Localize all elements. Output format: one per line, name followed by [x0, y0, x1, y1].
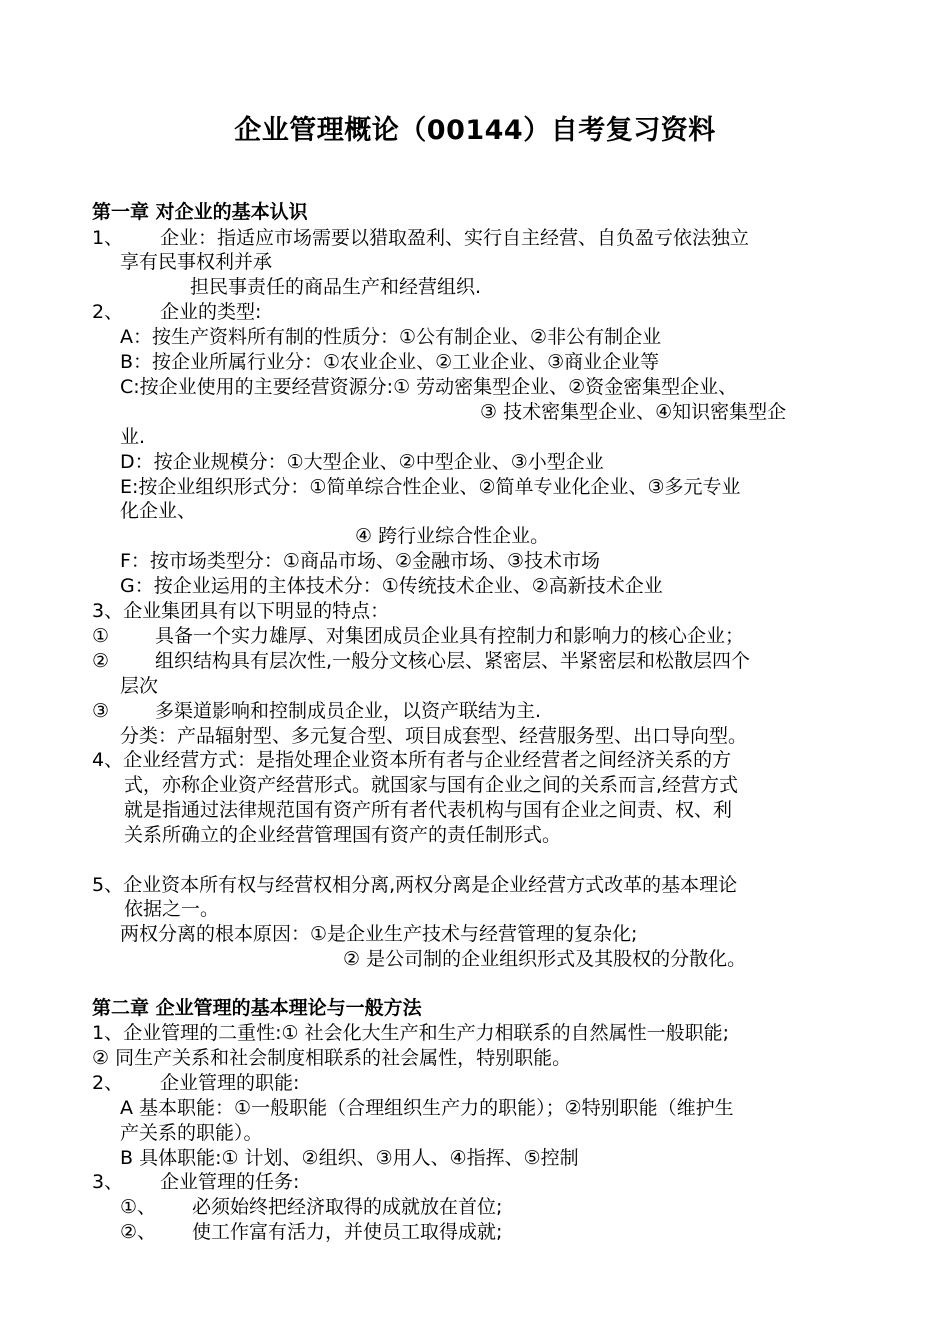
text-line: 担民事责任的商品生产和经营组织. [190, 276, 482, 298]
text-line: 产关系的职能）。 [120, 1122, 263, 1144]
text-line: 企业管理的职能: [160, 1072, 300, 1094]
chapter-2-heading: 第二章 企业管理的基本理论与一般方法 [92, 997, 422, 1019]
text-line: C:按企业使用的主要经营资源分:① 劳动密集型企业、②资金密集型企业、 [120, 376, 738, 398]
text-line: 1、企业管理的二重性:① 社会化大生产和生产力相联系的自然属性一般职能; [92, 1022, 729, 1044]
document-title: 企业管理概论（00144）自考复习资料 [234, 115, 716, 146]
text-line: 关系所确立的企业经营管理国有资产的责任制形式。 [124, 824, 562, 846]
text-line: 业. [120, 426, 146, 448]
item-number: ② [92, 650, 110, 672]
text-line: 两权分离的根本原因：①是企业生产技术与经营管理的复杂化; [120, 923, 638, 945]
text-line: 必须始终把经济取得的成就放在首位; [192, 1196, 503, 1218]
text-line: 享有民事权利并承 [120, 251, 273, 273]
item-number: 2、 [92, 1072, 124, 1094]
text-line: A 基本职能：①一般职能（合理组织生产力的职能）；②特别职能（维护生 [120, 1097, 734, 1119]
text-line: 企业管理的任务: [160, 1171, 300, 1193]
text-line: 使工作富有活力，并使员工取得成就; [192, 1221, 503, 1243]
text-line: 层次 [120, 675, 159, 697]
item-number: ① [92, 625, 110, 647]
text-line: 4、企业经营方式：是指处理企业资本所有者与企业经营者之间经济关系的方 [92, 749, 732, 771]
text-line: ② 是公司制的企业组织形式及其股权的分散化。 [343, 948, 747, 970]
text-line: ② 同生产关系和社会制度相联系的社会属性，特别职能。 [92, 1047, 572, 1069]
text-line: 多渠道影响和控制成员企业，以资产联结为主. [155, 700, 542, 722]
text-line: 组织结构具有层次性,一般分文核心层、紧密层、半紧密层和松散层四个 [155, 650, 751, 672]
text-line: ③ 技术密集型企业、④知识密集型企 [480, 401, 787, 423]
item-number: ①、 [120, 1196, 157, 1218]
text-line: 5、企业资本所有权与经营权相分离,两权分离是企业经营方式改革的基本理论 [92, 874, 738, 896]
text-line: E:按企业组织形式分：①简单综合性企业、②简单专业化企业、③多元专业 [120, 476, 741, 498]
text-line: 具备一个实力雄厚、对集团成员企业具有控制力和影响力的核心企业； [155, 625, 745, 647]
text-line: D：按企业规模分：①大型企业、②中型企业、③小型企业 [120, 451, 604, 473]
text-line: 3、企业集团具有以下明显的特点： [92, 600, 390, 622]
chapter-1-heading: 第一章 对企业的基本认识 [92, 201, 308, 223]
text-line: F：按市场类型分：①商品市场、②金融市场、③技术市场 [120, 550, 601, 572]
text-line: B：按企业所属行业分：①农业企业、②工业企业、③商业企业等 [120, 351, 660, 373]
text-line: 就是指通过法律规范国有资产所有者代表机构与国有企业之间责、权、利 [124, 799, 733, 821]
text-line: G：按企业运用的主体技术分：①传统技术企业、②高新技术企业 [120, 575, 663, 597]
item-number: ③ [92, 700, 110, 722]
item-number: ②、 [120, 1221, 157, 1243]
text-line: 化企业、 [120, 500, 197, 522]
item-number: 3、 [92, 1171, 124, 1193]
text-line: B 具体职能:① 计划、②组织、③用人、④指挥、⑤控制 [120, 1147, 579, 1169]
text-line: 式，亦称企业资产经营形式。就国家与国有企业之间的关系而言,经营方式 [124, 774, 739, 796]
item-number: 2、 [92, 301, 124, 323]
item-number: 1、 [92, 227, 124, 249]
text-line: 企业的类型: [160, 301, 262, 323]
text-line: A：按生产资料所有制的性质分：①公有制企业、②非公有制企业 [120, 326, 662, 348]
text-line: 分类：产品辐射型、多元复合型、项目成套型、经营服务型、出口导向型。 [120, 725, 748, 747]
text-line: 企业：指适应市场需要以猎取盈利、实行自主经营、自负盈亏依法独立 [160, 227, 750, 249]
text-line: ④ 跨行业综合性企业。 [355, 525, 550, 547]
text-line: 依据之一。 [124, 898, 220, 920]
